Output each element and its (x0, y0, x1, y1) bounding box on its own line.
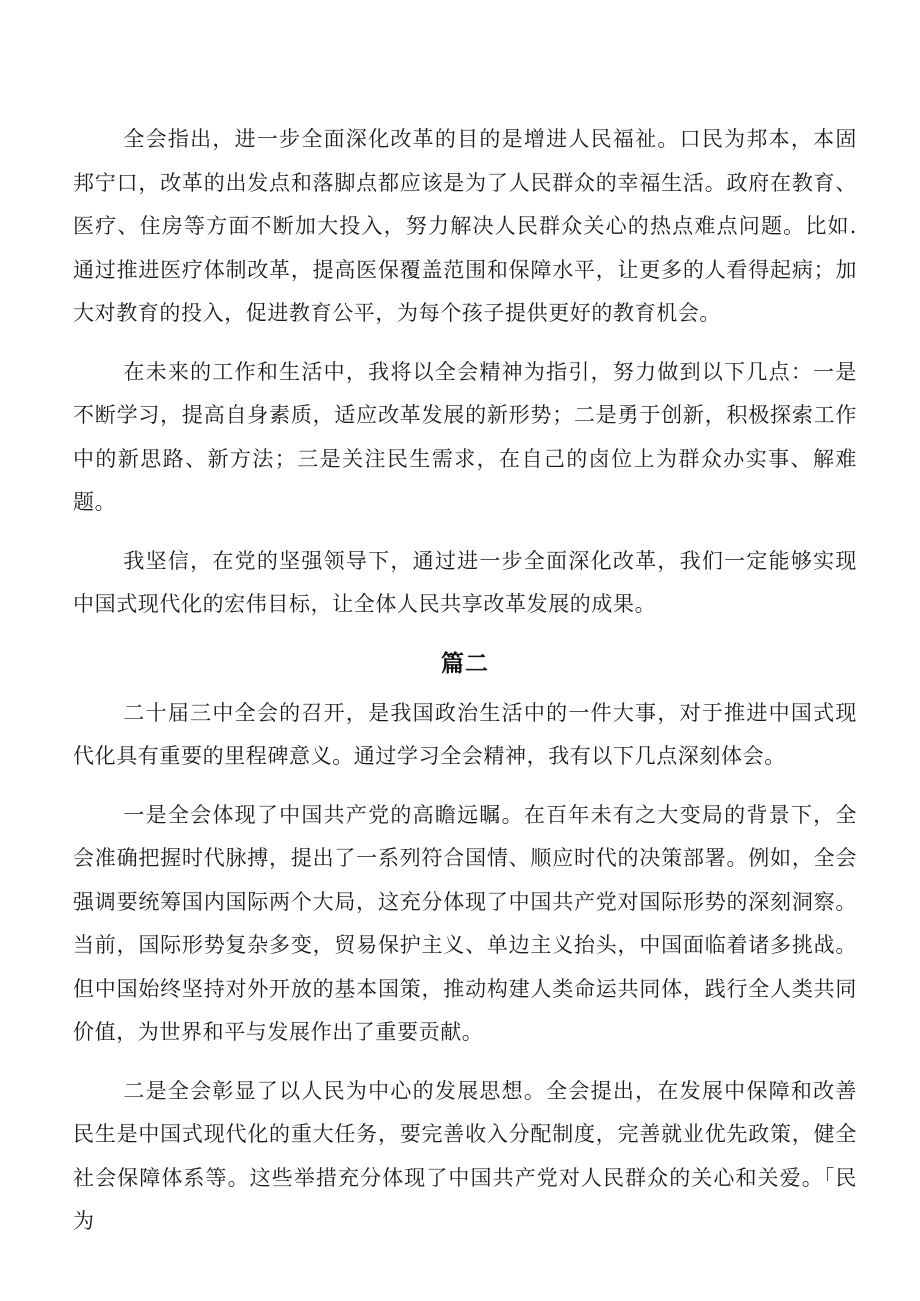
section-heading: 篇二 (441, 650, 489, 677)
paragraph-point-two: 二是全会彰显了以人民为中心的发展思想。全会提出，在发展中保障和改善民生是中国式现代化的重大任务，要完善收入分配制度，完善就业优先政策，健全社会保障体系等。这些举措充分体现了中国共产党对人民群众的关心和关爱。「民为 (73, 1078, 857, 1233)
paragraph-future-work: 在未来的工作和生活中，我将以全会精神为指引，努力做到以下几点：一是不断学习，提高自身素质，适应改革发展的新形势；二是勇于创新，积极探索工作中的新思路、新方法；三是关注民生需求，在自己的卤位上为群众办实事、解难题。 (73, 359, 857, 514)
paragraph-reform-purpose: 全会指出，进一步全面深化改革的目的是增进人民福祉。口民为邦本，本固邦宁口，改革的出发点和落脚点都应该是为了人民群众的幸福生活。政府在教育、医疗、住房等方面不断加大投入，努力解决人民群众关心的热点难点问题。比如.通过推进医疗体制改革，提高医保覆盖范围和保障水平，让更多的人看得起病；加大对教育的投入，促进教育公平，为每个孩子提供更好的教育机会。 (73, 127, 857, 325)
paragraph-point-one: 一是全会体现了中国共产党的高瞻远瞩。在百年未有之大变局的背景下，全会准确把握时代脉搏，提出了一系列符合国情、顺应时代的决策部署。例如，全会强调要统筹国内国际两个大局，这充分体现了中国共产党对国际形势的深刻洞察。当前，国际形势复杂多变，贸易保护主义、单边主义抬头，中国面临着诸多挑战。但中国始终坚持对外开放的基本国策，推动构建人类命运共同体，践行全人类共同价值，为世界和平与发展作出了重要贡献。 (73, 802, 857, 1044)
paragraph-plenum-intro: 二十届三中全会的召开，是我国政治生活中的一件大事，对于推进中国式现代化具有重要的里程碑意义。通过学习全会精神，我有以下几点深刻体会。 (73, 700, 857, 768)
document-body (73, 118, 857, 1259)
paragraph-conviction: 我坚信，在党的坚强领导下，通过进一步全面深化改革，我们一定能够实现中国式现代化的宏伟目标，让全体人民共享改革发展的成果。 (73, 548, 857, 616)
